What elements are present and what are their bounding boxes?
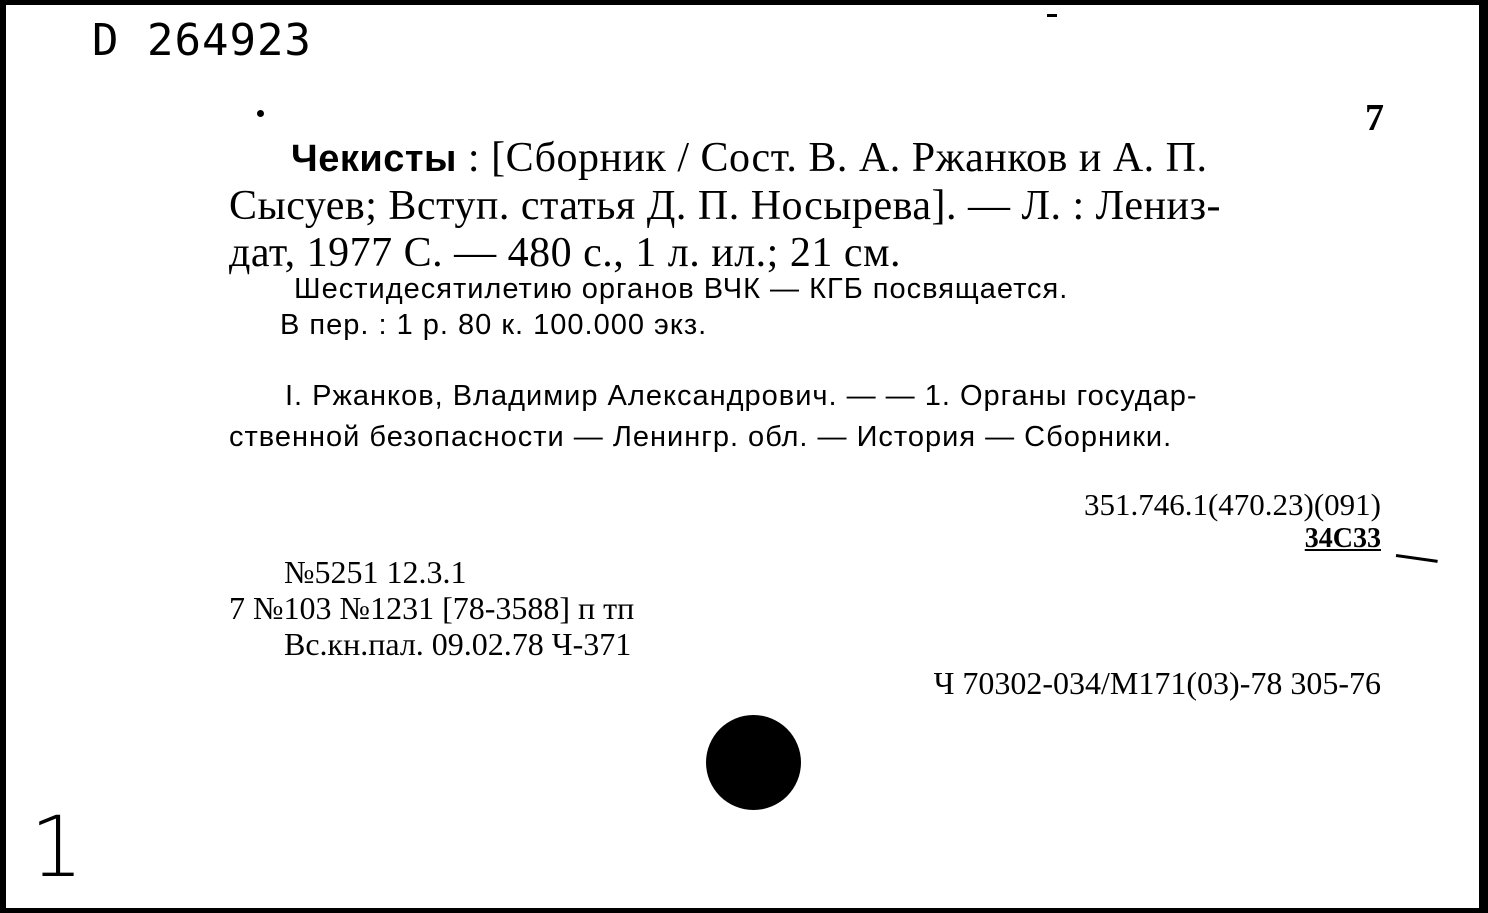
subject-line-1: I. Ржанков, Владимир Александрович. — — 1. Органы государ- <box>285 380 1198 412</box>
title-statement: : [Сборник / Сост. В. А. Ржанков и А. П. <box>456 135 1208 181</box>
handwritten-number: 1 <box>30 798 84 896</box>
volume-number: 7 <box>1365 97 1384 139</box>
subject-line-2: ственной безопасности — Ленингр. обл. — История — Сборники. <box>229 421 1173 453</box>
description-line-2: Сысуев; Вступ. статья Д. П. Носырева]. — Л. : Лениз- <box>229 183 1222 229</box>
tech-line-1: №5251 12.3.1 <box>284 554 467 590</box>
tech-line-2: 7 №103 №1231 [78-3588] п тп <box>229 590 635 626</box>
udc-index: 351.746.1(470.23)(091) <box>1083 487 1381 522</box>
description-line-3: дат, 1977 С. — 480 с., 1 л. ил.; 21 см. <box>229 230 902 276</box>
ink-dot <box>257 110 264 117</box>
bibliographic-description <box>229 135 1399 277</box>
inventory-number: D 264923 <box>92 15 312 66</box>
tech-line-3: Вс.кн.пал. 09.02.78 Ч-371 <box>284 626 632 662</box>
book-title: Чекисты <box>291 138 457 180</box>
price-note: В пер. : 1 р. 80 к. 100.000 экз. <box>280 309 708 341</box>
dedication-note: Шестидесятилетию органов ВЧК — КГБ посвящается. <box>294 273 1069 305</box>
bbk-index: 34С33 <box>1304 523 1381 554</box>
publisher-code: Ч 70302-034/М171(03)-78 305-76 <box>933 665 1381 701</box>
punch-hole <box>706 715 801 810</box>
underline-stroke <box>1396 554 1438 563</box>
subject-headings <box>229 376 1399 458</box>
description-line-1 <box>229 135 1399 183</box>
ink-mark <box>1047 14 1057 17</box>
